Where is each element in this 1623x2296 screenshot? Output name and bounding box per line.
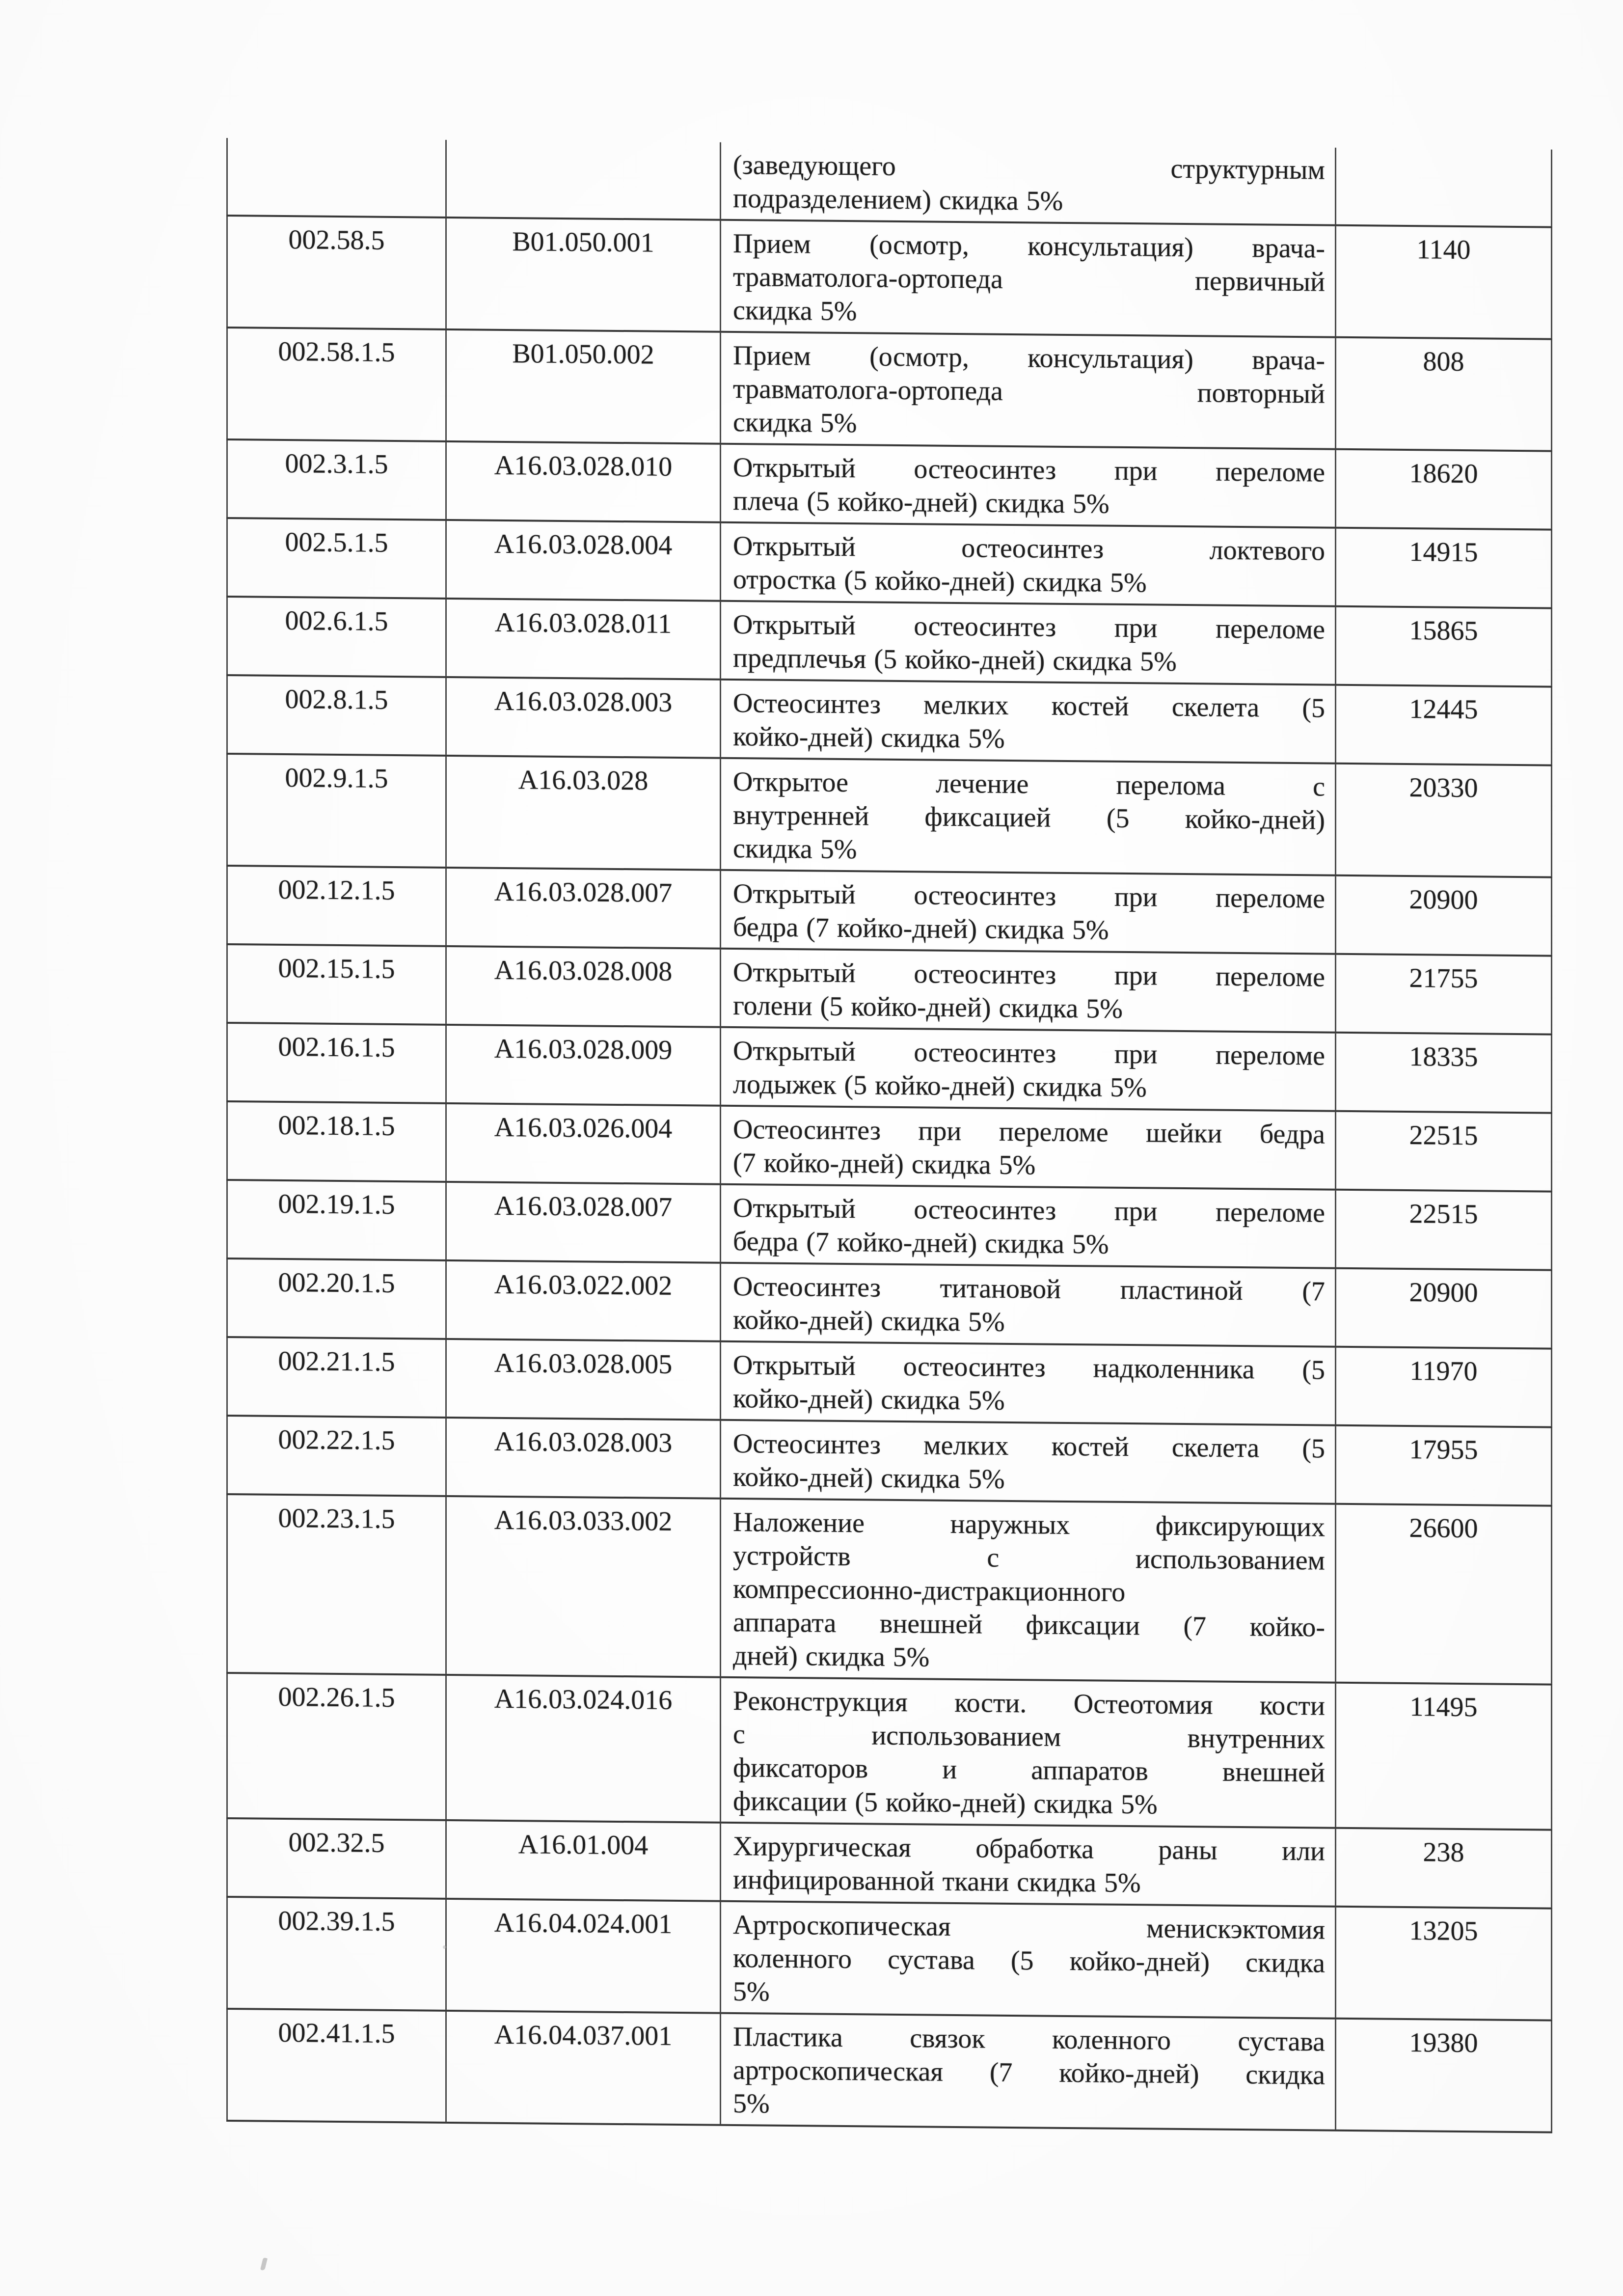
description-line: 5% [733, 1976, 770, 2007]
cell-description [720, 602, 1335, 684]
cell-description [720, 1500, 1335, 1682]
table-row [226, 1259, 1552, 1350]
table-row [226, 1495, 1552, 1686]
cell-price: 14915 [1335, 529, 1552, 607]
cell-service-code: A16.03.028.003 [445, 678, 720, 757]
cell-price: 20900 [1335, 1269, 1552, 1348]
cell-description [720, 1342, 1335, 1424]
table-row [226, 1024, 1552, 1114]
description-line: компрессионно-дистракционного [733, 1574, 1126, 1608]
description-line: с использованием внутренних [733, 1719, 1325, 1755]
table-row [226, 755, 1552, 878]
cell-code: 002.19.1.5 [226, 1181, 445, 1259]
description-line: скидка 5% [733, 295, 857, 327]
cell-service-code: A16.03.028.003 [445, 1419, 720, 1498]
cell-service-code: A16.03.028.005 [445, 1340, 720, 1419]
table-row [226, 1181, 1552, 1271]
description-line: плеча (5 койко-дней) скидка 5% [733, 486, 1109, 519]
description-line: инфицированной ткани скидка 5% [733, 1864, 1141, 1899]
cell-code: 002.6.1.5 [226, 598, 445, 676]
cell-code: 002.58.1.5 [226, 328, 445, 440]
cell-price: 13205 [1335, 1908, 1552, 2020]
cell-service-code: A16.03.028 [445, 757, 720, 869]
cell-price: 17955 [1335, 1426, 1552, 1505]
cell-code: 002.18.1.5 [226, 1102, 445, 1181]
cell-price: 20900 [1335, 876, 1552, 955]
cell-description [720, 1185, 1335, 1267]
cell-code: 002.5.1.5 [226, 519, 445, 598]
description-line: травматолога-ортопеда первичный [733, 262, 1325, 298]
description-line: (заведующего структурным [733, 150, 1325, 186]
cell-price: 238 [1335, 1829, 1552, 1908]
description-line: Открытый остеосинтез при переломе [733, 1036, 1325, 1071]
description-line: подразделением) скидка 5% [733, 183, 1063, 217]
cell-service-code: A16.03.028.008 [445, 947, 720, 1026]
table-row [226, 1819, 1552, 1910]
description-line: скидка 5% [733, 407, 857, 439]
cell-description [720, 950, 1335, 1032]
cell-service-code: B01.050.001 [445, 219, 720, 331]
cell-price: 12445 [1335, 686, 1552, 765]
table-row [226, 867, 1552, 957]
table-row [226, 676, 1552, 766]
cell-service-code: A16.01.004 [445, 1821, 720, 1900]
description-line: Артроскопическая менискэктомия [733, 1910, 1325, 1945]
cell-code: 002.20.1.5 [226, 1259, 445, 1338]
description-line: аппарата внешней фиксации (7 койко- [733, 1607, 1325, 1643]
description-line: 5% [733, 2088, 770, 2119]
cell-service-code: A16.04.024.001 [445, 1900, 720, 2012]
description-line: Остеосинтез мелких костей скелета (5 [733, 688, 1325, 724]
description-line: скидка 5% [733, 833, 857, 865]
cell-price: 20330 [1335, 765, 1552, 876]
description-line: Остеосинтез мелких костей скелета (5 [733, 1428, 1325, 1464]
cell-price: 1140 [1335, 226, 1552, 338]
cell-service-code: A16.03.028.010 [445, 442, 720, 521]
description-line: Открытый остеосинтез надколенника (5 [733, 1350, 1325, 1386]
cell-price: 15865 [1335, 607, 1552, 686]
cell-service-code: A16.03.028.009 [445, 1026, 720, 1105]
cell-service-code: A16.04.037.001 [445, 2012, 720, 2124]
cell-service-code: A16.03.022.002 [445, 1261, 720, 1340]
description-line: Остеосинтез при переломе шейки бедра [733, 1114, 1325, 1150]
cell-code: 002.9.1.5 [226, 755, 445, 867]
table-row [226, 440, 1552, 531]
cell-code: 002.21.1.5 [226, 1338, 445, 1417]
scan-speck [443, 1945, 446, 1949]
description-line: дней) скидка 5% [733, 1640, 930, 1673]
cell-description [720, 1028, 1335, 1110]
description-line: отростка (5 койко-дней) скидка 5% [733, 564, 1147, 599]
cell-service-code: A16.03.024.016 [445, 1676, 720, 1822]
cell-description [720, 523, 1335, 605]
cell-code: 002.22.1.5 [226, 1417, 445, 1495]
description-line: фиксаторов и аппаратов внешней [733, 1752, 1325, 1788]
description-line: лодыжек (5 койко-дней) скидка 5% [733, 1069, 1147, 1103]
description-line: фиксации (5 койко-дней) скидка 5% [733, 1786, 1158, 1820]
cell-price: 22515 [1335, 1191, 1552, 1269]
cell-description [720, 221, 1335, 336]
cell-code: 002.32.5 [226, 1819, 445, 1898]
description-line: предплечья (5 койко-дней) скидка 5% [733, 643, 1177, 677]
cell-price: 26600 [1335, 1505, 1552, 1684]
description-line: травматолога-ортопеда повторный [733, 374, 1325, 410]
description-line: Прием (осмотр, консультация) врача- [733, 228, 1325, 264]
description-line: артроскопическая (7 койко-дней) скидка [733, 2055, 1325, 2091]
cell-description [720, 1902, 1335, 2018]
table-row [226, 1102, 1552, 1193]
cell-description [720, 1678, 1335, 1827]
description-line: Открытый остеосинтез при переломе [733, 878, 1325, 914]
scan-speck [260, 2257, 268, 2270]
description-line: Открытый остеосинтез при переломе [733, 1193, 1325, 1229]
cell-service-code: A16.03.028.011 [445, 600, 720, 679]
cell-code: 002.58.5 [226, 217, 445, 328]
description-line: бедра (7 койко-дней) скидка 5% [733, 1226, 1109, 1260]
description-line: Открытый остеосинтез при переломе [733, 452, 1325, 488]
table-row [226, 1674, 1552, 1831]
cell-code: 002.16.1.5 [226, 1024, 445, 1102]
cell-code: 002.41.1.5 [226, 2010, 445, 2122]
cell-price: 21755 [1335, 955, 1552, 1034]
table-row [226, 1338, 1552, 1428]
cell-price: 19380 [1335, 2020, 1552, 2132]
cell-service-code: A16.03.033.002 [445, 1497, 720, 1676]
table-row [226, 328, 1552, 452]
description-line: бедра (7 койко-дней) скидка 5% [733, 912, 1109, 946]
description-line: койко-дней) скидка 5% [733, 1462, 1005, 1495]
cell-description [720, 1264, 1335, 1346]
cell-service-code: A16.03.028.007 [445, 1183, 720, 1262]
cell-code: 002.12.1.5 [226, 867, 445, 945]
table-row [226, 1417, 1552, 1507]
cell-description [720, 1421, 1335, 1503]
cell-code [226, 138, 445, 217]
cell-price: 11495 [1335, 1684, 1552, 1829]
description-line: Открытый остеосинтез при переломе [733, 609, 1325, 645]
table-row [226, 217, 1552, 340]
cell-description [720, 759, 1335, 875]
description-line: Открытый остеосинтез при переломе [733, 957, 1325, 993]
cell-description [720, 871, 1335, 953]
cell-service-code: B01.050.002 [445, 330, 720, 443]
cell-code: 002.3.1.5 [226, 440, 445, 519]
description-line: Наложение наружных фиксирующих [733, 1507, 1325, 1543]
description-line: внутренней фиксацией (5 койко-дней) [733, 800, 1325, 836]
cell-service-code: A16.03.028.004 [445, 521, 720, 600]
description-line: голени (5 койко-дней) скидка 5% [733, 990, 1123, 1024]
description-line: койко-дней) скидка 5% [733, 1305, 1005, 1338]
cell-price: 18620 [1335, 450, 1552, 529]
cell-code: 002.23.1.5 [226, 1495, 445, 1674]
description-line: Хирургическая обработка раны или [733, 1831, 1325, 1867]
cell-price: 808 [1335, 338, 1552, 450]
cell-price: 11970 [1335, 1348, 1552, 1426]
table-row [226, 598, 1552, 688]
cell-service-code: A16.03.028.007 [445, 869, 720, 948]
cell-code: 002.15.1.5 [226, 945, 445, 1024]
description-line: Открытое лечение перелома с [733, 766, 1325, 802]
cell-service-code [445, 140, 720, 219]
cell-code: 002.8.1.5 [226, 676, 445, 755]
description-line: коленного сустава (5 койко-дней) скидка [733, 1943, 1325, 1979]
table-row [226, 2010, 1552, 2133]
description-line: Остеосинтез титановой пластиной (7 [733, 1271, 1325, 1307]
cell-code: 002.26.1.5 [226, 1674, 445, 1819]
table-row [226, 138, 1552, 228]
cell-price: 18335 [1335, 1034, 1552, 1112]
cell-description [720, 1107, 1335, 1189]
cell-description [720, 142, 1335, 224]
table-row [226, 519, 1552, 609]
description-line: койко-дней) скидка 5% [733, 1383, 1005, 1416]
cell-price: 22515 [1335, 1112, 1552, 1191]
price-table [226, 138, 1552, 2133]
cell-code: 002.39.1.5 [226, 1898, 445, 2010]
table-row [226, 1898, 1552, 2022]
cell-description [720, 333, 1335, 448]
description-line: Реконструкция кости. Остеотомия кости [733, 1686, 1325, 1722]
description-line: Пластика связок коленного сустава [733, 2022, 1325, 2057]
cell-service-code: A16.03.026.004 [445, 1104, 720, 1183]
cell-description [720, 2014, 1335, 2130]
cell-price [1335, 148, 1552, 226]
description-line: Открытый остеосинтез локтевого [733, 531, 1325, 567]
cell-description [720, 1824, 1335, 1906]
description-line: койко-дней) скидка 5% [733, 721, 1005, 754]
description-line: Прием (осмотр, консультация) врача- [733, 340, 1325, 376]
cell-description [720, 681, 1335, 763]
cell-description [720, 445, 1335, 527]
description-line: устройств с использованием [733, 1540, 1325, 1576]
table-row [226, 945, 1552, 1036]
description-line: (7 койко-дней) скидка 5% [733, 1148, 1036, 1181]
